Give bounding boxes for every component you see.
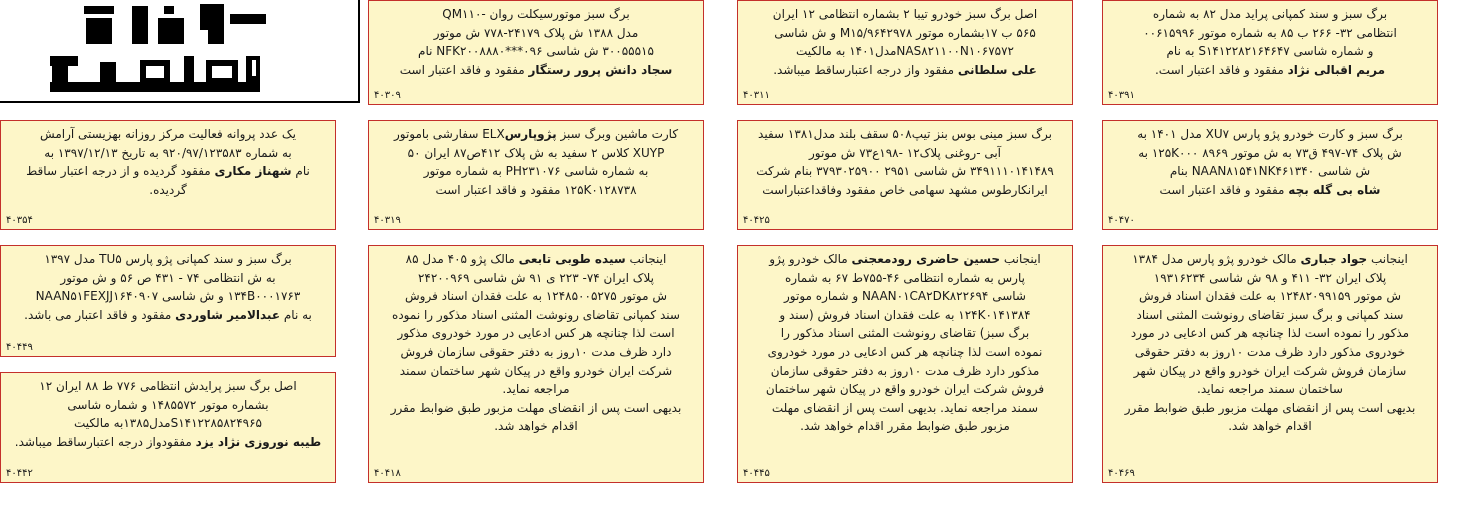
ad-tail: مفقود و فاقد اعتبار می باشد. xyxy=(24,307,176,322)
ad-line: برگ سبز موتورسیکلت روان -QM۱۱۰ xyxy=(442,7,630,21)
ad-number: ۴۰۳۱۱ xyxy=(743,89,770,101)
classified-ad xyxy=(0,372,336,483)
ad-line: بشماره موتور ۱۴۸۵۵۷۲ و شماره شاسی xyxy=(67,397,269,412)
ad-word: اینجانب xyxy=(1370,252,1408,266)
ad-line: به شماره ۹۲۰/۹۷/۱۲۳۵۸۳ به تاریخ ۱۳۹۷/۱۲/۱۳ به xyxy=(44,145,292,160)
ad-number: ۴۰۳۵۴ xyxy=(6,214,33,226)
ad-line xyxy=(1111,61,1429,80)
ad-tail: مفقودواز درجه اعتبارساقط میباشد. xyxy=(14,434,196,449)
ad-line: به شماره شاسی PH۲۳۱۰۷۶ به شماره موتور xyxy=(423,164,649,179)
ad-line: برگ سبز) تقاضای رونوشت المثنی اسناد مذکور را xyxy=(780,326,1030,341)
ad-line: سند کمپانی و برگ سبز تقاضای رونوشت المثنی اسناد xyxy=(1136,307,1404,322)
owner-name: سجاد دانش پرور رستگار xyxy=(528,62,673,77)
ad-line: NAS۸۲۱۱۰۰N۱۰۶۷۵۷۲مدل۱۴۰۱ به مالکیت xyxy=(796,44,1014,59)
ad-line: آبی -روغنی پلاک۱۲ -۱۹۸ع۷۳ ش موتور xyxy=(808,145,1002,160)
ad-line: فروش شرکت ایران خودرو واقع در پیکان شهر ساختمان xyxy=(765,382,1045,397)
ad-line: ش شاسی NAAN۸۱۵۴۱NK۴۶۱۳۴۰ بنام xyxy=(1169,164,1371,179)
ad-line: ۵۶۵ ب ۱۷بشماره موتور M۱۵/۹۶۴۲۹۷۸ و ش شاسی xyxy=(774,25,1036,40)
owner-name: حسین حاضری رودمعجنی xyxy=(851,252,1001,266)
owner-name: شهناز مکاری xyxy=(214,164,292,179)
ad-line: ۱۳۴B۰۰۰۱۷۶۳ و ش شاسی NAAN۵۱FEXJJ۱۶۴۰۹۰۷ xyxy=(35,289,301,304)
classified-ad xyxy=(737,0,1073,105)
ad-number: ۴۰۳۰۹ xyxy=(374,89,401,101)
ad-line xyxy=(377,61,695,80)
ad-tail: مفقود و فاقد اعتبار است. xyxy=(1154,62,1288,77)
ad-line xyxy=(9,162,327,199)
logo-mark-icon xyxy=(40,0,280,100)
ad-line: برگ سبز و کارت خودرو پژو پارس XU۷ مدل ۱۴۰۱ به xyxy=(1137,127,1403,141)
ad-line: خودروی مذکور دارد ظرف مدت ۱۰روز به دفتر حقوقی xyxy=(1134,344,1406,359)
owner-name: سیده طوبی تابعی xyxy=(518,252,626,266)
ad-line xyxy=(9,306,327,325)
owner-name: عبدالامیر شاوردی xyxy=(175,307,281,322)
ad-tail: مالک پژو ۴۰۵ مدل ۸۵ xyxy=(405,252,519,266)
ad-line: سند کمپانی تقاضای رونوشت المثنی اسناد مذکور را نموده xyxy=(392,307,680,322)
ad-line xyxy=(1111,250,1429,269)
ad-line: ساختمان سمند مراجعه نماید. xyxy=(1197,382,1343,397)
ad-line: ایرانکارطوس مشهد سهامی خاص مفقود وفاقداعتباراست xyxy=(762,182,1048,197)
ad-line: اقدام خواهد شد. xyxy=(1228,419,1312,434)
ad-line xyxy=(1111,181,1429,200)
ad-line: انتظامی ۳۲- ۲۶۶ ب ۸۵ به شماره موتور ۰۰۶۱۵۹۹۶ xyxy=(1143,25,1397,40)
ad-line: بدیهی است پس از انقضای مهلت مزبور طبق ضوابط مقرر xyxy=(1124,400,1416,415)
ad-line: ۱۲۴K۰۱۴۱۳۸۴ به علت فقدان اسناد فروش (سند و xyxy=(779,307,1031,322)
ad-line: اقدام خواهد شد. xyxy=(494,419,578,434)
ad-tail: مفقود و فاقد اعتبار است xyxy=(1159,182,1289,197)
ad-line: S۱۴۱۲۲۸۵۸۲۴۹۶۵مدل۱۳۸۵به مالکیت xyxy=(74,416,262,431)
ad-word: اینجانب xyxy=(1003,252,1041,266)
ad-line: سمند مراجعه نماید. بدیهی است پس از انقضای مهلت xyxy=(771,400,1039,415)
ad-line: مراجعه نماید. xyxy=(502,382,570,397)
ad-line: یک عدد پروانه فعالیت مرکز روزانه بهزیستی آرامش xyxy=(40,127,296,141)
ad-line: است لذا چنانچه هر کس ادعایی در مورد خودروی مذکور xyxy=(397,326,675,341)
ad-line xyxy=(377,125,695,144)
ad-word: اینجانب xyxy=(629,252,667,266)
owner-name: مریم اقبالی نژاد xyxy=(1287,62,1386,77)
ad-number: ۴۰۳۹۱ xyxy=(1108,89,1135,101)
ad-line: دارد ظرف مدت ۱۰روز به دفتر حقوقی سازمان فروش xyxy=(400,344,672,359)
ad-tail: مفقود گردیده و از درجه اعتبار ساقط گردیده. xyxy=(26,164,215,197)
classified-ad xyxy=(737,245,1073,483)
ad-line: ش پلاک ۷۴-۴۹۷ ق۷۳ به ش موتور ۸۹۶۹ ۱۲۵K۰۰۰ به xyxy=(1138,145,1402,160)
classified-ad xyxy=(368,0,704,105)
ad-word: نام xyxy=(295,164,310,179)
ad-line: XUYP کلاس ۲ سفید به ش پلاک ۴۱۲ص۸۷ ایران ۵۰ xyxy=(407,145,665,160)
ad-tail: مفقود و فاقد اعتبار است xyxy=(399,62,529,77)
ad-line: ۳۴۹۱۱۱۰۱۴۱۴۸۹ ش شاسی ۲۹۵۱ ۳۷۹۳۰۲۵۹۰۰ بنام شرکت xyxy=(756,164,1054,179)
ad-number: ۴۰۴۴۲ xyxy=(6,467,33,479)
ad-line xyxy=(746,250,1064,269)
owner-name: پژوپارس xyxy=(504,127,557,141)
ad-number: ۴۰۳۱۹ xyxy=(374,214,401,226)
classified-ad xyxy=(368,245,704,483)
ad-line: پلاک ایران ۳۲- ۴۱۱ و ۹۸ ش شاسی ۱۹۳۱۶۲۳۴ xyxy=(1153,270,1387,285)
classified-ad xyxy=(1102,0,1438,105)
ad-line xyxy=(746,61,1064,80)
ad-line: به ش انتظامی ۷۴ - ۴۳۱ ص ۵۶ و ش موتور xyxy=(60,270,276,285)
ad-line: پلاک ایران ۷۴- ۲۲۳ ی ۹۱ ش شاسی ۲۴۲۰۰۹۶۹ xyxy=(417,270,655,285)
ad-word: به نام xyxy=(283,307,312,322)
owner-name: طیبه نوروزی نژاد یزد xyxy=(195,434,322,449)
classified-ad xyxy=(0,245,336,357)
ad-line: سازمان فروش شرکت ایران خودرو واقع در پیکان شهر xyxy=(1133,363,1407,378)
classified-ad xyxy=(1102,120,1438,230)
classified-ad xyxy=(0,120,336,230)
ad-line: شاسی NAAN۰۱CA۲DK۸۲۲۶۹۴ و شماره موتور xyxy=(784,289,1026,304)
ad-line: مدل ۱۳۸۸ ش پلاک ۲۴۱۷۹-۷۷۸ ش موتور xyxy=(433,25,639,40)
ad-line: ش موتور ۱۲۴۸۲۰۹۹۱۵۹ به علت فقدان اسناد فروش xyxy=(1139,289,1401,304)
ad-number: ۴۰۴۴۹ xyxy=(6,341,33,353)
owner-name: جواد جباری xyxy=(1300,252,1368,266)
ad-line: مزبور طبق ضوابط مقرر اقدام خواهد شد. xyxy=(800,419,1010,434)
ad-line: ش موتور ۱۲۴۸۵۰۰۵۲۷۵ به علت فقدان اسناد فروش xyxy=(405,289,667,304)
ad-line: اصل برگ سبز پرایدش انتظامی ۷۷۶ ط ۸۸ ایران ۱۲ xyxy=(39,379,297,393)
ad-line: برگ سبز و سند کمپانی پراید مدل ۸۲ به شماره xyxy=(1152,7,1388,21)
classified-ad xyxy=(368,120,704,230)
classified-ad xyxy=(737,120,1073,230)
ad-line: برگ سبز مینی بوس بنز تیپ۵۰۸ سقف بلند مدل۱۳۸۱ سفید xyxy=(758,127,1052,141)
ad-line: شرکت ایران خودرو واقع در پیکان شهر ساختمان سمند xyxy=(399,363,673,378)
ad-line: و شماره شاسی S۱۴۱۲۲۸۲۱۶۴۶۴۷ به نام xyxy=(1166,44,1374,59)
ad-line: ۳۰۰۵۵۵۱۵ ش شاسی ۰۹۶***NFK۲۰۰۸۸۸۰ نام xyxy=(418,44,654,59)
ad-number: ۴۰۴۲۵ xyxy=(743,214,770,226)
ad-line: برگ سبز و سند کمپانی پژو پارس TU۵ مدل ۱۳۹۷ xyxy=(44,252,292,266)
ad-line: بدیهی است پس از انقضای مهلت مزبور طبق ضوابط مقرر xyxy=(390,400,682,415)
ad-tail: مفقود واز درجه اعتبارساقط میباشد. xyxy=(773,62,958,77)
ad-line: اصل برگ سبز خودرو تیبا ۲ بشماره انتظامی ۱۲ ایران xyxy=(772,7,1038,21)
ad-line: ۱۲۵K۰۱۲۸۷۳۸ مفقود و فاقد اعتبار است xyxy=(435,182,637,197)
ad-line xyxy=(377,250,695,269)
ad-tail: مالک خودرو پژو پارس مدل ۱۳۸۴ xyxy=(1132,252,1301,266)
ad-number: ۴۰۴۱۸ xyxy=(374,467,401,479)
ad-line: پارس به شماره انتظامی ۴۶-۷۵۵ط ۶۷ به شماره xyxy=(785,270,1025,285)
ad-number: ۴۰۴۶۹ xyxy=(1108,467,1135,479)
newspaper-logo xyxy=(0,0,360,103)
ad-line: مذکور دارد ظرف مدت ۱۰روز به دفتر حقوقی سازمان xyxy=(770,363,1040,378)
ad-number: ۴۰۴۷۰ xyxy=(1108,214,1135,226)
ad-word: کارت ماشین وبرگ سبز xyxy=(560,127,679,141)
ad-line: نموده است لذا چنانچه هر کس ادعایی در مورد خودروی xyxy=(767,344,1043,359)
ad-line xyxy=(9,433,327,452)
owner-name: علی سلطانی xyxy=(957,62,1037,77)
ad-number: ۴۰۴۴۵ xyxy=(743,467,770,479)
owner-name: شاه بی گله بچه xyxy=(1288,182,1381,197)
ad-tail: ELX سفارشی باموتور xyxy=(393,127,505,141)
ad-line: مذکور را نموده است لذا چنانچه هر کس ادعایی در مورد xyxy=(1130,326,1410,341)
classified-ad xyxy=(1102,245,1438,483)
ad-tail: مالک خودرو پژو xyxy=(769,252,852,266)
